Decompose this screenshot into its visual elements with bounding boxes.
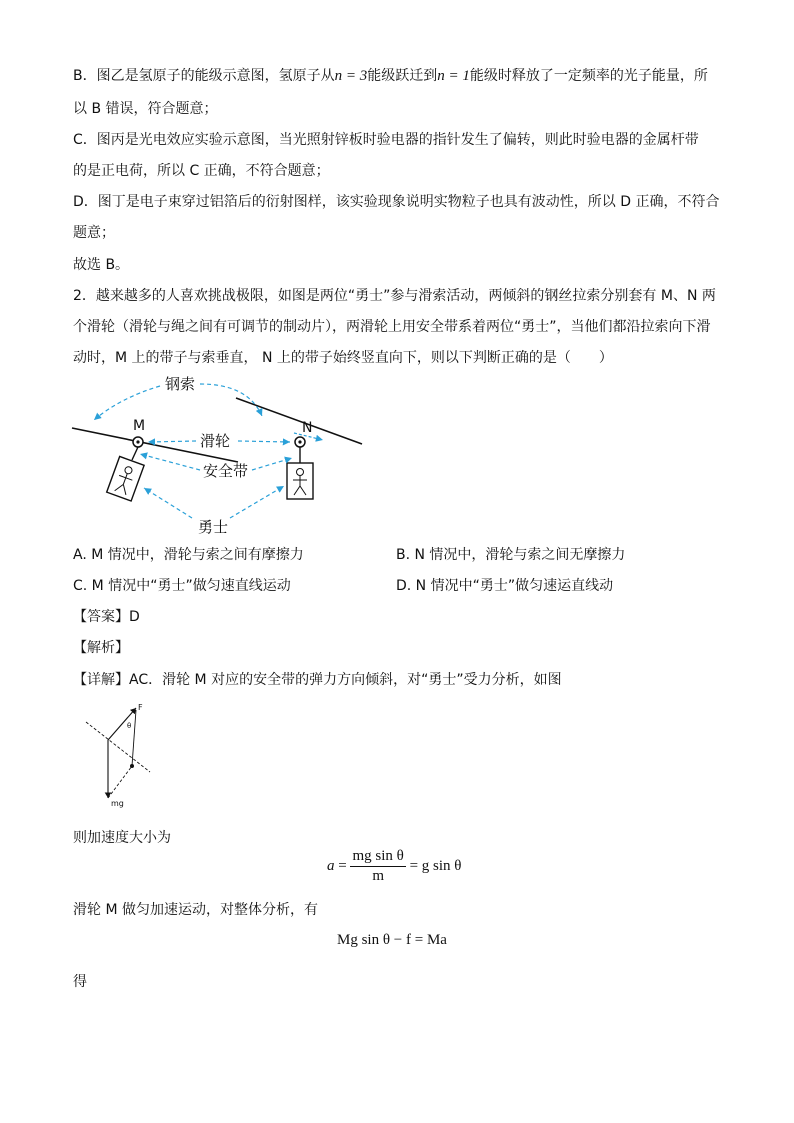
force-diagram: [78, 700, 158, 810]
option-c-explanation-line2: 的是正电荷，所以 C 正确，不符合题意；: [73, 163, 330, 179]
option-b-explanation-line2: 以 B 错误，符合题意；: [73, 101, 218, 117]
option-a: A. M 情况中，滑轮与索之间有摩擦力: [73, 547, 304, 563]
equation-acceleration: a = $\frac{\text{mg sin θ}}{m}$ = g sin θ: [327, 848, 462, 884]
arrow-belt-left: [140, 454, 200, 470]
option-d: D. N 情况中“勇士”做匀速运直线动: [396, 578, 614, 594]
force-f-arrow: [108, 708, 136, 740]
arrow-warrior-right: [230, 486, 284, 518]
label-pulley: 滑轮: [200, 432, 231, 450]
label-f: F: [138, 703, 143, 712]
label-m: M: [133, 418, 146, 434]
conclusion-line: 故选 B。: [73, 257, 130, 273]
answer-line: 【答案】D: [73, 609, 140, 625]
label-theta: θ: [127, 722, 132, 730]
option-d-explanation-line1: D．图丁是电子束穿过铝箔后的衍射图样，该实验现象说明实物粒子也具有波动性，所以 D 正确，不符合: [73, 194, 720, 210]
option-b: B. N 情况中，滑轮与索之间无摩擦力: [396, 547, 626, 563]
whole-analysis-text: 滑轮 M 做匀加速运动，对整体分析，有: [73, 902, 318, 918]
zipline-figure: [60, 370, 380, 540]
arrow-pulley-right: [238, 441, 290, 442]
analysis-label: 【解析】: [73, 640, 129, 656]
accel-text: 则加速度大小为: [73, 830, 171, 846]
arrow-cable-left: [94, 386, 160, 420]
warrior-n: [287, 463, 313, 499]
option-c: C. M 情况中“勇士”做匀速直线运动: [73, 578, 291, 594]
label-cable: 钢索: [165, 375, 196, 393]
arrow-warrior-left: [144, 488, 192, 518]
arrow-cable-right: [200, 384, 262, 416]
de-text: 得: [73, 974, 87, 990]
belt-m: [132, 447, 138, 460]
option-c-explanation-line1: C．图丙是光电效应实验示意图，当光照射锌板时验电器的指针发生了偏转，则此时验电器的金属杆带: [73, 132, 699, 148]
equation-newton: Mg sin θ − f = Ma: [337, 932, 447, 948]
warrior-m: [107, 456, 144, 501]
question-2-line1: 2．越来越多的人喜欢挑战极限，如图是两位“勇士”参与滑索活动，两倾斜的钢丝拉索分别套有 M、N 两: [73, 288, 716, 304]
label-n: N: [302, 420, 313, 436]
label-mg: mg: [111, 799, 124, 808]
option-d-explanation-line2: 题意；: [73, 225, 115, 241]
question-2-line2: 个滑轮（滑轮与绳之间有可调节的制动片），两滑轮上用安全带系着两位“勇士”，当他们都沿拉索向下滑: [73, 319, 711, 335]
question-2-line3: 动时，M 上的带子与索垂直， N 上的带子始终竖直向下，则以下判断正确的是（ ）: [73, 350, 613, 366]
label-belt: 安全带: [203, 462, 249, 480]
arrow-pulley-left: [148, 441, 196, 442]
option-b-explanation-line1: B．图乙是氢原子的能级示意图，氢原子从n = 3能级跃迁到n = 1能级时释放了一定频率的光子能量，所: [73, 68, 708, 84]
detail-line: 【详解】AC．滑轮 M 对应的安全带的弹力方向倾斜，对“勇士”受力分析，如图: [73, 672, 562, 688]
arrow-belt-right: [252, 458, 292, 470]
label-warrior: 勇士: [198, 518, 229, 536]
